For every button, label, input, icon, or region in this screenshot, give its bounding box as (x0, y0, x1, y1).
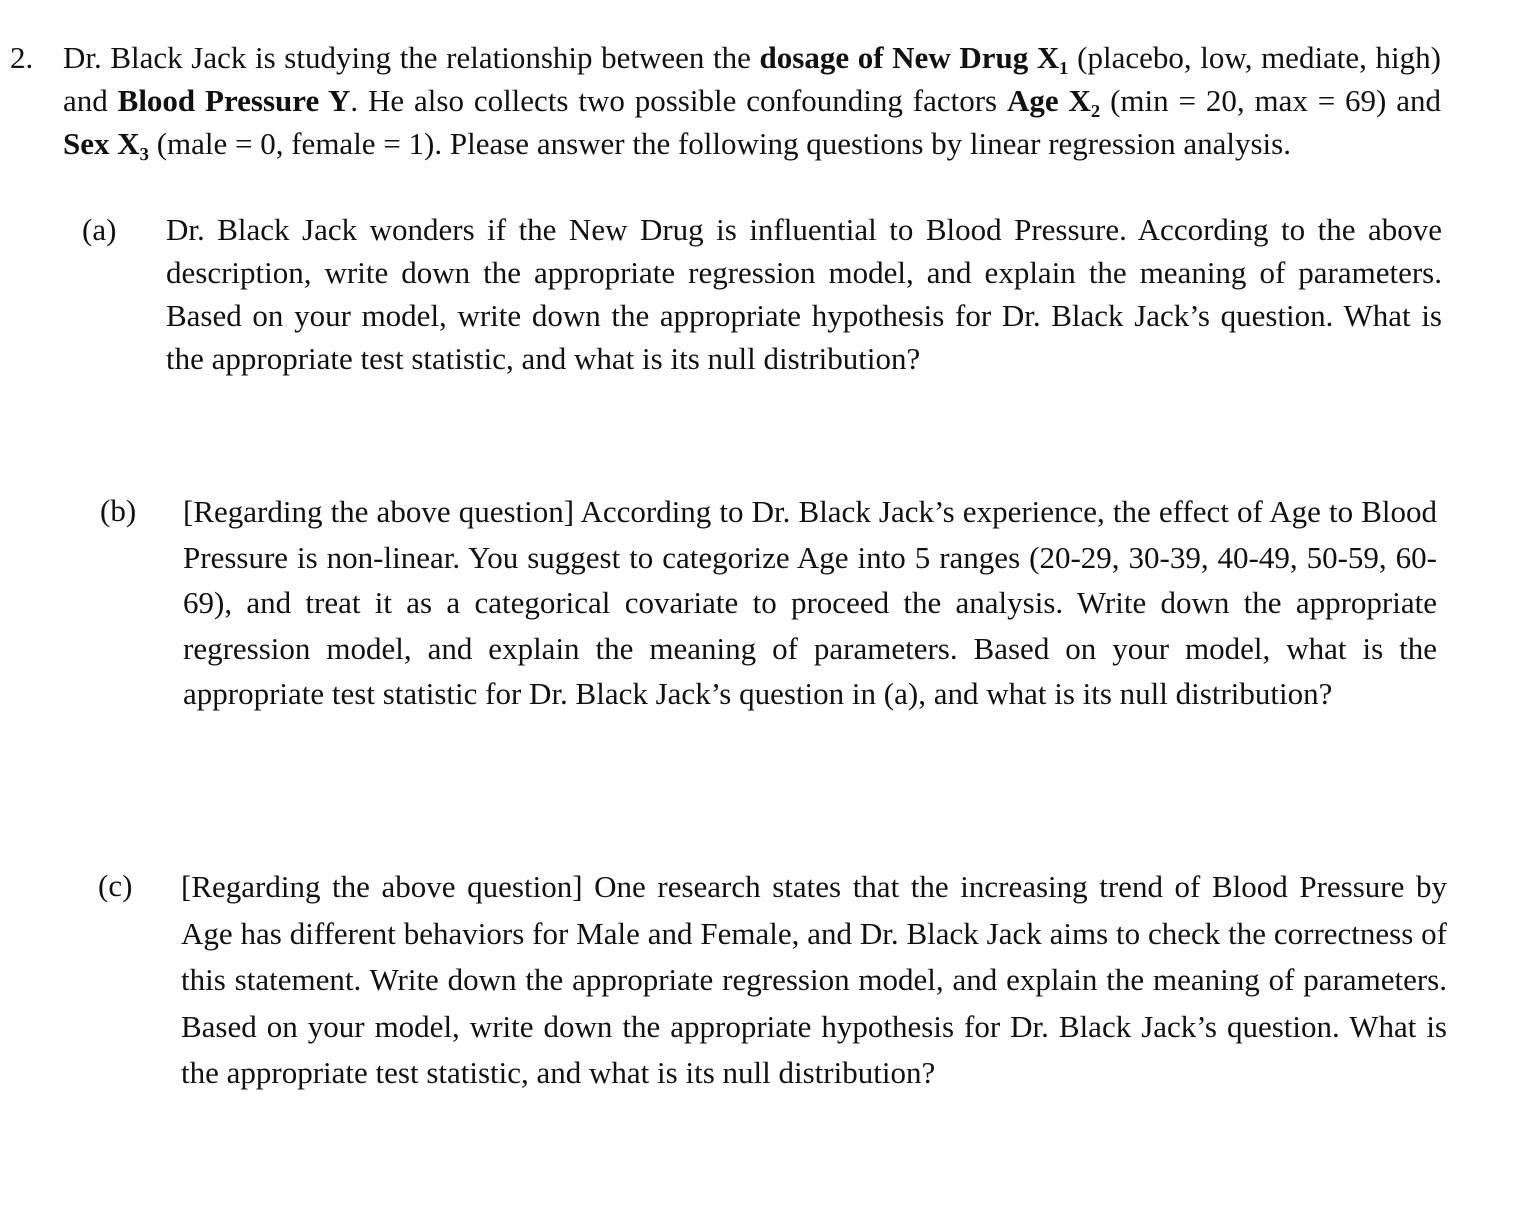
question-number: 2. (10, 40, 34, 75)
part-a-label: (a) (82, 212, 117, 247)
intro-text-5: (male = 0, female = 1). Please answer the following questions by linear regression analysis. (148, 126, 1291, 161)
intro-bold-blood-pressure: Blood Pressure Y (117, 83, 351, 118)
part-a-text: Dr. Black Jack wonders if the New Drug is influential to Blood Pressure. According to the above description, write down the appropriate regression model, and explain the meaning of parameters. Based on your model, write down the appropriate hypothesis for Dr. Black Jack’s question. What is the appropriate test statistic, and what is its null distribution? (166, 212, 1442, 376)
part-b-label: (b) (100, 493, 137, 528)
intro-bold-sex: Sex X₃ (63, 126, 149, 161)
part-c-label: (c) (98, 868, 133, 903)
question-intro (63, 36, 1441, 165)
part-c-text: [Regarding the above question] One research states that the increasing trend of Blood Pressure by Age has different behaviors for Male and Female, and Dr. Black Jack aims to check the correctness of this statement. Write down the appropriate regression model, and explain the meaning of parameters. Based on your model, write down the appropriate hypothesis for Dr. Black Jack’s question. What is the appropriate test statistic, and what is its null distribution? (181, 869, 1447, 1090)
intro-bold-age: Age X₂ (1007, 83, 1101, 118)
part-b-text: [Regarding the above question] According to Dr. Black Jack’s experience, the effect of Age to Blood Pressure is non-linear. You suggest to categorize Age into 5 ranges (20-29, 30-39, 40-49, 50-59, 60-69), and treat it as a categorical covariate to proceed the analysis. Write down the appropriate regression model, and explain the meaning of parameters. Based on your model, what is the appropriate test statistic for Dr. Black Jack’s question in (a), and what is its null distribution? (183, 494, 1437, 711)
intro-text-3: . He also collects two possible confounding factors (350, 83, 1007, 118)
intro-text-4: (min = 20, max = 69) and (1100, 83, 1442, 118)
intro-text-2: (placebo, low, mediate, high) and (63, 40, 1441, 118)
intro-bold-drug: dosage of New Drug X₁ (759, 40, 1069, 75)
intro-text-1: Dr. Black Jack is studying the relationship between the (63, 40, 760, 75)
